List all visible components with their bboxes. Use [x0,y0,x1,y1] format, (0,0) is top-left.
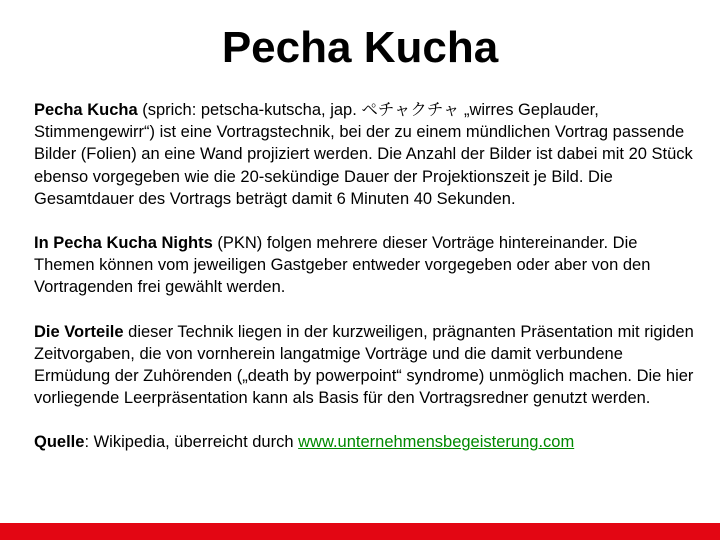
paragraph-lead: In Pecha Kucha Nights [34,234,213,253]
bottom-accent-bar [0,523,720,540]
paragraph-source [34,431,694,453]
paragraph-advantages [34,321,694,410]
paragraph-text: dieser Technik liegen in der kurzweiligen, prägnanten Präsentation mit rigiden Zeitvorgaben, die von vornherein langatmige Vorträge und die damit verbundene Ermüdung der Zuhörenden („death by powerpoint“ syndrome) unmöglich machen. Die hier vorliegende Leerpräsentation kann als Basis für den Vortragsredner genutzt werden. [34,322,694,408]
source-lead: Quelle [34,433,85,452]
paragraph-text: (sprich: petscha-kutscha, jap. ペチャクチャ „wirres Geplauder, Stimmengewirr“) ist eine Vortragstechnik, bei der zu einem mündlichen Vortrag passende Bilder (Folien) an eine Wand projiziert werden. Die Anzahl der Bilder ist dabei mit 20 Stück ebenso vorgegeben wie die 20-sekündige Dauer der Projektionszeit je Bild. Die Gesamtdauer des Vortrags beträgt damit 6 Minuten 40 Sekunden. [34,101,693,208]
paragraph-lead: Die Vorteile [34,322,124,341]
paragraph-nights [34,232,694,299]
paragraph-definition [34,99,694,210]
source-text: : Wikipedia, überreicht durch [84,433,299,452]
paragraph-text: (PKN) folgen mehrere dieser Vorträge hintereinander. Die Themen können vom jeweiligen Gastgeber entweder vorgegeben oder aber von den Vortragenden frei gewählt werden. [34,234,651,297]
slide-title: Pecha Kucha [221,23,499,72]
slide-body [34,99,694,454]
source-link[interactable]: www.unternehmensbegeisterung.com [298,433,575,452]
paragraph-lead: Pecha Kucha [34,101,138,119]
